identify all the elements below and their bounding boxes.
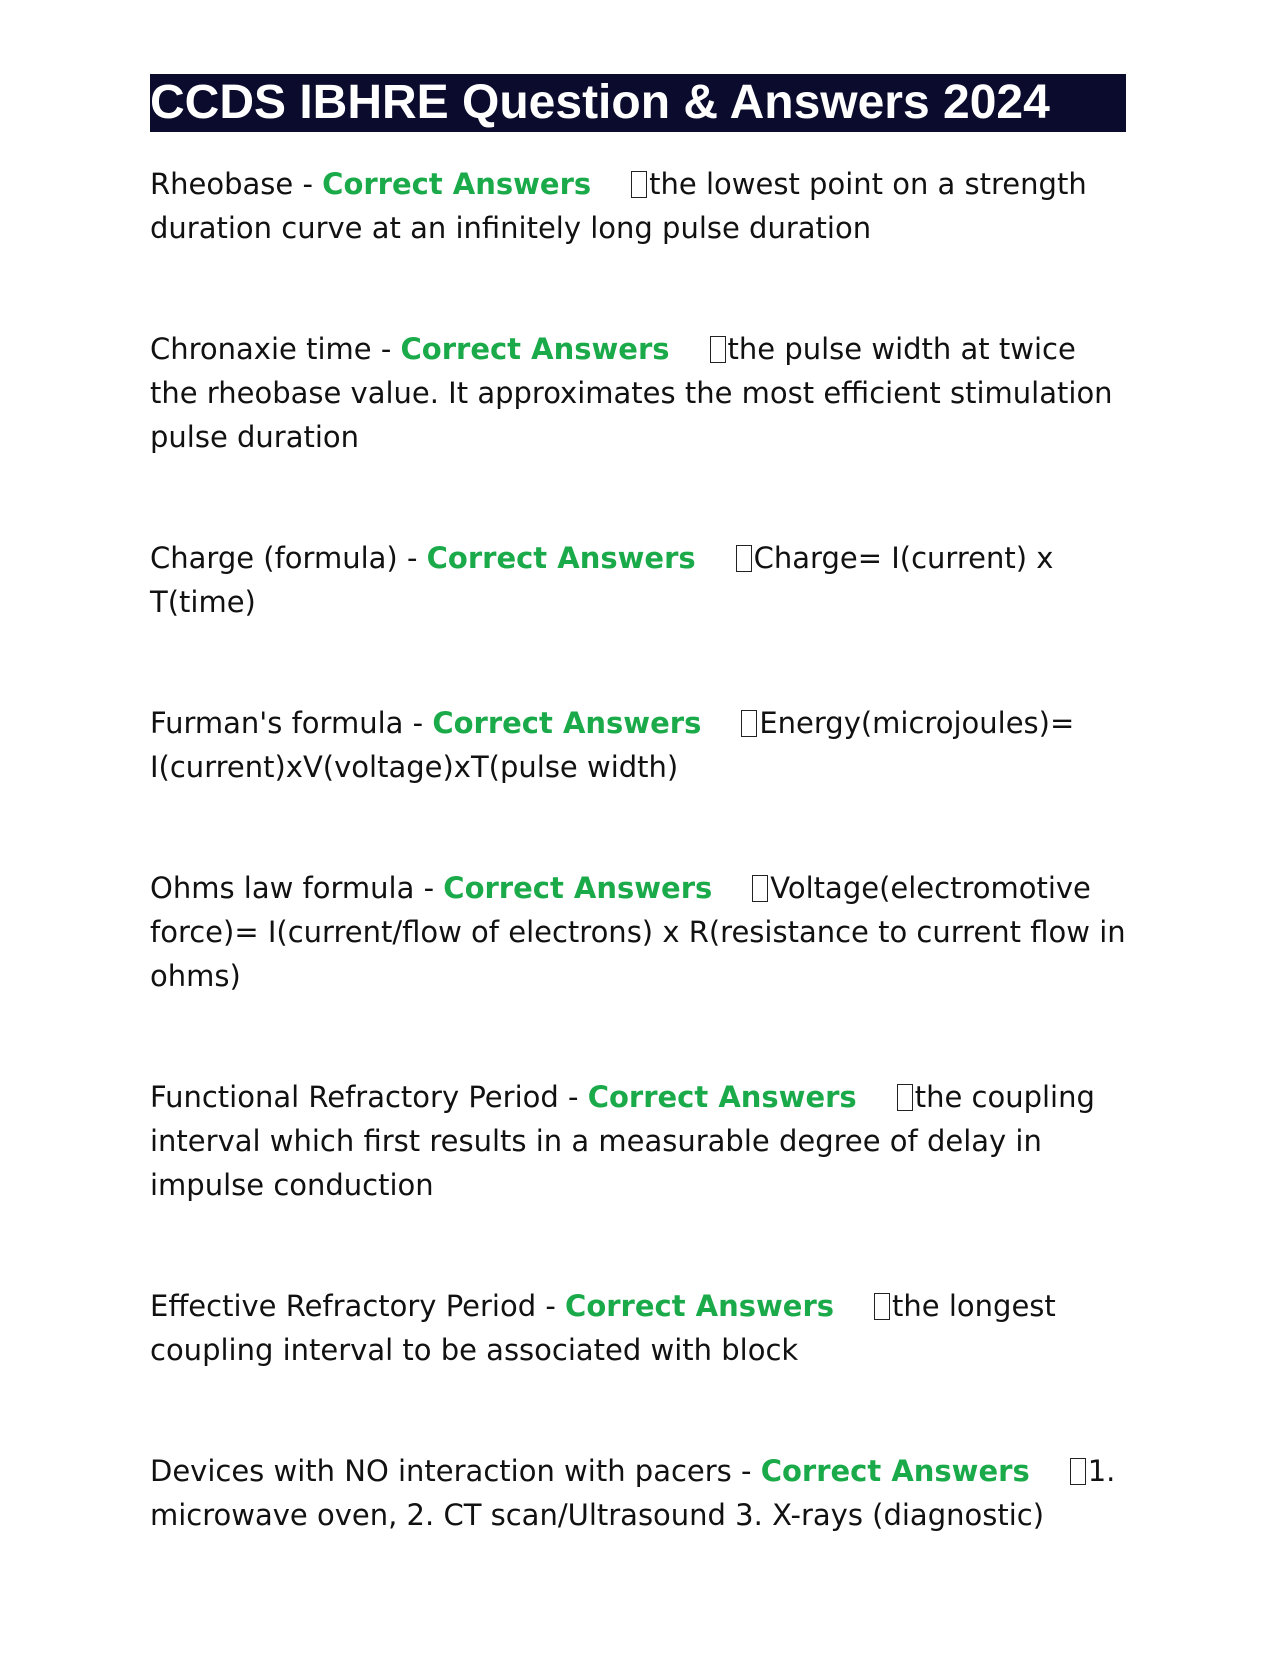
- qa-item: [150, 866, 1126, 998]
- correct-answers-label: Correct Answers: [587, 1080, 857, 1114]
- qa-item: [150, 327, 1126, 459]
- correct-answers-label: Correct Answers: [432, 706, 702, 740]
- document-page: [150, 74, 1126, 1537]
- document-title: CCDS IBHRE Question & Answers 2024: [150, 74, 1126, 132]
- correct-answers-label: Correct Answers: [426, 541, 696, 575]
- missing-glyph-box-icon: [752, 875, 768, 902]
- question-term: Devices with NO interaction with pacers: [150, 1454, 732, 1488]
- separator: -: [293, 167, 323, 201]
- answer-text: 1. microwave oven, 2. CT scan/Ultrasound 3. X-rays (diagnostic): [150, 1454, 1116, 1532]
- separator: -: [397, 541, 427, 575]
- qa-item: [150, 1075, 1126, 1207]
- separator: -: [414, 871, 444, 905]
- correct-answers-label: Correct Answers: [565, 1289, 835, 1323]
- missing-glyph-box-icon: [741, 710, 757, 737]
- correct-answers-label: Correct Answers: [400, 332, 670, 366]
- question-term: Furman's formula: [150, 706, 404, 740]
- missing-glyph-box-icon: [897, 1084, 913, 1111]
- qa-item: [150, 536, 1126, 624]
- qa-item: [150, 1449, 1126, 1537]
- answer-text: the lowest point on a strength duration curve at an infinitely long pulse duration: [150, 167, 1087, 245]
- answer-text: Energy(microjoules)= I(current)xV(voltage)xT(pulse width): [150, 706, 1075, 784]
- correct-answers-label: Correct Answers: [322, 167, 592, 201]
- question-term: Chronaxie time: [150, 332, 372, 366]
- answer-text: Charge= I(current) x T(time): [150, 541, 1054, 619]
- question-term: Functional Refractory Period: [150, 1080, 559, 1114]
- separator: -: [371, 332, 401, 366]
- correct-answers-label: Correct Answers: [760, 1454, 1030, 1488]
- qa-item: [150, 701, 1126, 789]
- correct-answers-label: Correct Answers: [443, 871, 713, 905]
- missing-glyph-box-icon: [736, 545, 752, 572]
- separator: -: [731, 1454, 761, 1488]
- question-term: Ohms law formula: [150, 871, 415, 905]
- qa-item: [150, 162, 1126, 250]
- missing-glyph-box-icon: [1070, 1458, 1086, 1485]
- answer-text: the coupling interval which first results in a measurable degree of delay in impulse conduction: [150, 1080, 1095, 1202]
- answer-text: Voltage(electromotive force)= I(current/flow of electrons) x R(resistance to current flow in ohms): [150, 871, 1126, 993]
- separator: -: [536, 1289, 566, 1323]
- separator: -: [403, 706, 433, 740]
- missing-glyph-box-icon: [874, 1293, 890, 1320]
- missing-glyph-box-icon: [631, 171, 647, 198]
- question-term: Charge (formula): [150, 541, 398, 575]
- answer-text: the pulse width at twice the rheobase value. It approximates the most efficient stimulation pulse duration: [150, 332, 1113, 454]
- separator: -: [558, 1080, 588, 1114]
- question-term: Rheobase: [150, 167, 294, 201]
- qa-item: [150, 1284, 1126, 1372]
- missing-glyph-box-icon: [710, 336, 726, 363]
- answer-text: the longest coupling interval to be associated with block: [150, 1289, 1056, 1367]
- question-term: Effective Refractory Period: [150, 1289, 537, 1323]
